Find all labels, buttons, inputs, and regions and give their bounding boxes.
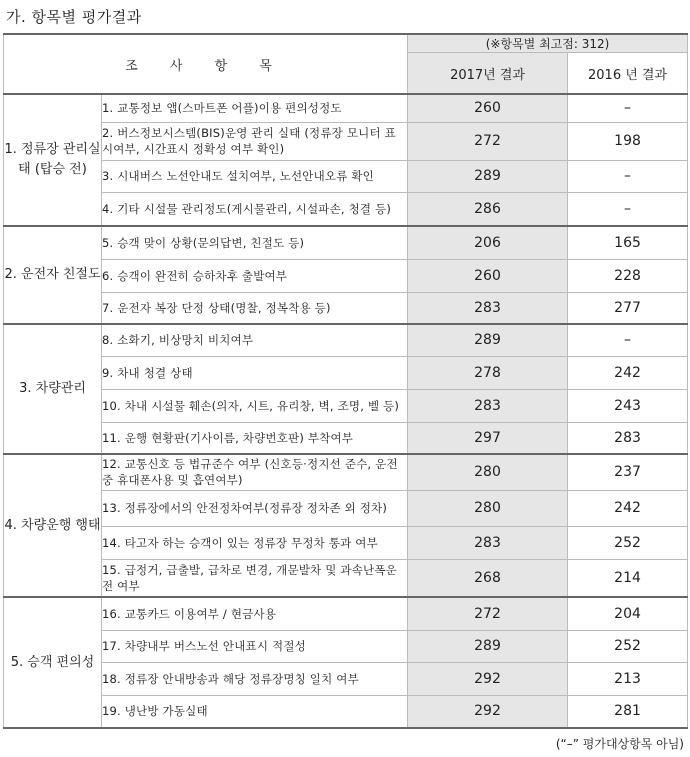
item-cell: 8. 소화기, 비상망치 비치여부 bbox=[102, 324, 408, 356]
header-max-score-note: (※항목별 최고점: 312) bbox=[408, 34, 688, 53]
score-2016-cell: 198 bbox=[568, 122, 688, 160]
score-2017-cell: 268 bbox=[408, 559, 568, 597]
table-row bbox=[4, 630, 688, 662]
table-row bbox=[4, 192, 688, 226]
item-cell: 6. 승객이 완전히 승하차후 출발여부 bbox=[102, 259, 408, 292]
category-cell: 4. 차량운행 행태 bbox=[4, 454, 102, 597]
header-year-2017: 2017년 결과 bbox=[408, 53, 568, 95]
item-cell: 1. 교통정보 앱(스마트폰 어플)이용 편의성정도 bbox=[102, 94, 408, 122]
table-row bbox=[4, 292, 688, 324]
score-2017-cell: 283 bbox=[408, 292, 568, 324]
header-year-2016: 2016 년 결과 bbox=[568, 53, 688, 95]
table-row bbox=[4, 597, 688, 630]
table-row bbox=[4, 490, 688, 526]
item-cell: 17. 차량내부 버스노선 안내표시 적절성 bbox=[102, 630, 408, 662]
table-row bbox=[4, 389, 688, 422]
score-2017-cell: 292 bbox=[408, 662, 568, 695]
score-2016-cell: 283 bbox=[568, 422, 688, 454]
score-2016-cell: 165 bbox=[568, 226, 688, 259]
category-cell: 1. 정류장 관리실태 (탑승 전) bbox=[4, 94, 102, 226]
footnote: (“–” 평가대상항목 아님) bbox=[555, 737, 684, 751]
category-cell: 3. 차량관리 bbox=[4, 324, 102, 454]
score-2017-cell: 206 bbox=[408, 226, 568, 259]
score-2017-cell: 280 bbox=[408, 490, 568, 526]
item-cell: 11. 운행 현황판(기사이름, 차량번호판) 부착여부 bbox=[102, 422, 408, 454]
score-2016-cell: – bbox=[568, 192, 688, 226]
table-row bbox=[4, 324, 688, 356]
score-2016-cell: 252 bbox=[568, 526, 688, 559]
score-2017-cell: 286 bbox=[408, 192, 568, 226]
item-cell: 15. 급정거, 급출발, 급차로 변경, 개문발차 및 과속난폭운전 여부 bbox=[102, 559, 408, 597]
item-cell: 14. 타고자 하는 승객이 있는 정류장 무정차 통과 여부 bbox=[102, 526, 408, 559]
score-2016-cell: 252 bbox=[568, 630, 688, 662]
score-2016-cell: – bbox=[568, 160, 688, 192]
table-row bbox=[4, 160, 688, 192]
score-2016-cell: 243 bbox=[568, 389, 688, 422]
score-2017-cell: 289 bbox=[408, 324, 568, 356]
table-row bbox=[4, 226, 688, 259]
score-2016-cell: 242 bbox=[568, 490, 688, 526]
category-cell: 5. 승객 편의성 bbox=[4, 597, 102, 728]
item-cell: 2. 버스정보시스템(BIS)운영 관리 실태 (정류장 모니터 표시여부, 시간표시 정확성 여부 확인) bbox=[102, 122, 408, 160]
score-2017-cell: 272 bbox=[408, 122, 568, 160]
category-cell: 2. 운전자 친절도 bbox=[4, 226, 102, 324]
evaluation-table bbox=[3, 33, 688, 729]
item-cell: 16. 교통카드 이용여부 / 현금사용 bbox=[102, 597, 408, 630]
section-heading: 가. 항목별 평가결과 bbox=[6, 8, 142, 26]
score-2016-cell: 237 bbox=[568, 454, 688, 490]
item-cell: 4. 기타 시설물 관리정도(게시물관리, 시설파손, 청결 등) bbox=[102, 192, 408, 226]
item-cell: 5. 승객 맞이 상황(문의답변, 친절도 등) bbox=[102, 226, 408, 259]
table-row bbox=[4, 259, 688, 292]
score-2016-cell: 277 bbox=[568, 292, 688, 324]
score-2017-cell: 283 bbox=[408, 389, 568, 422]
table-row bbox=[4, 356, 688, 389]
score-2016-cell: 204 bbox=[568, 597, 688, 630]
score-2016-cell: – bbox=[568, 94, 688, 122]
score-2017-cell: 292 bbox=[408, 695, 568, 728]
score-2017-cell: 297 bbox=[408, 422, 568, 454]
table-row bbox=[4, 122, 688, 160]
table-row bbox=[4, 454, 688, 490]
score-2017-cell: 289 bbox=[408, 630, 568, 662]
item-cell: 3. 시내버스 노선안내도 설치여부, 노선안내오류 확인 bbox=[102, 160, 408, 192]
item-cell: 10. 차내 시설물 훼손(의자, 시트, 유리창, 벽, 조명, 벨 등) bbox=[102, 389, 408, 422]
table-header bbox=[4, 34, 688, 94]
item-cell: 18. 정류장 안내방송과 해당 정류장명칭 일치 여부 bbox=[102, 662, 408, 695]
table-row bbox=[4, 94, 688, 122]
score-2016-cell: 213 bbox=[568, 662, 688, 695]
score-2016-cell: – bbox=[568, 324, 688, 356]
score-2017-cell: 278 bbox=[408, 356, 568, 389]
item-cell: 19. 냉난방 가동실태 bbox=[102, 695, 408, 728]
table-row bbox=[4, 662, 688, 695]
score-2016-cell: 242 bbox=[568, 356, 688, 389]
table-body bbox=[4, 94, 688, 728]
score-2017-cell: 289 bbox=[408, 160, 568, 192]
table-row bbox=[4, 526, 688, 559]
item-cell: 12. 교통신호 등 법규준수 여부 (신호등·정지선 준수, 운전 중 휴대폰사용 및 흡연여부) bbox=[102, 454, 408, 490]
score-2017-cell: 260 bbox=[408, 259, 568, 292]
score-2017-cell: 260 bbox=[408, 94, 568, 122]
item-cell: 13. 정류장에서의 안전정차여부(정류장 정차존 외 정차) bbox=[102, 490, 408, 526]
table-row bbox=[4, 422, 688, 454]
score-2016-cell: 228 bbox=[568, 259, 688, 292]
score-2016-cell: 281 bbox=[568, 695, 688, 728]
header-survey-items: 조 사 항 목 bbox=[4, 34, 408, 94]
score-2017-cell: 272 bbox=[408, 597, 568, 630]
item-cell: 9. 차내 청결 상태 bbox=[102, 356, 408, 389]
score-2016-cell: 214 bbox=[568, 559, 688, 597]
table-row bbox=[4, 695, 688, 728]
score-2017-cell: 280 bbox=[408, 454, 568, 490]
score-2017-cell: 283 bbox=[408, 526, 568, 559]
item-cell: 7. 운전자 복장 단정 상태(명찰, 정복착용 등) bbox=[102, 292, 408, 324]
table-row bbox=[4, 559, 688, 597]
